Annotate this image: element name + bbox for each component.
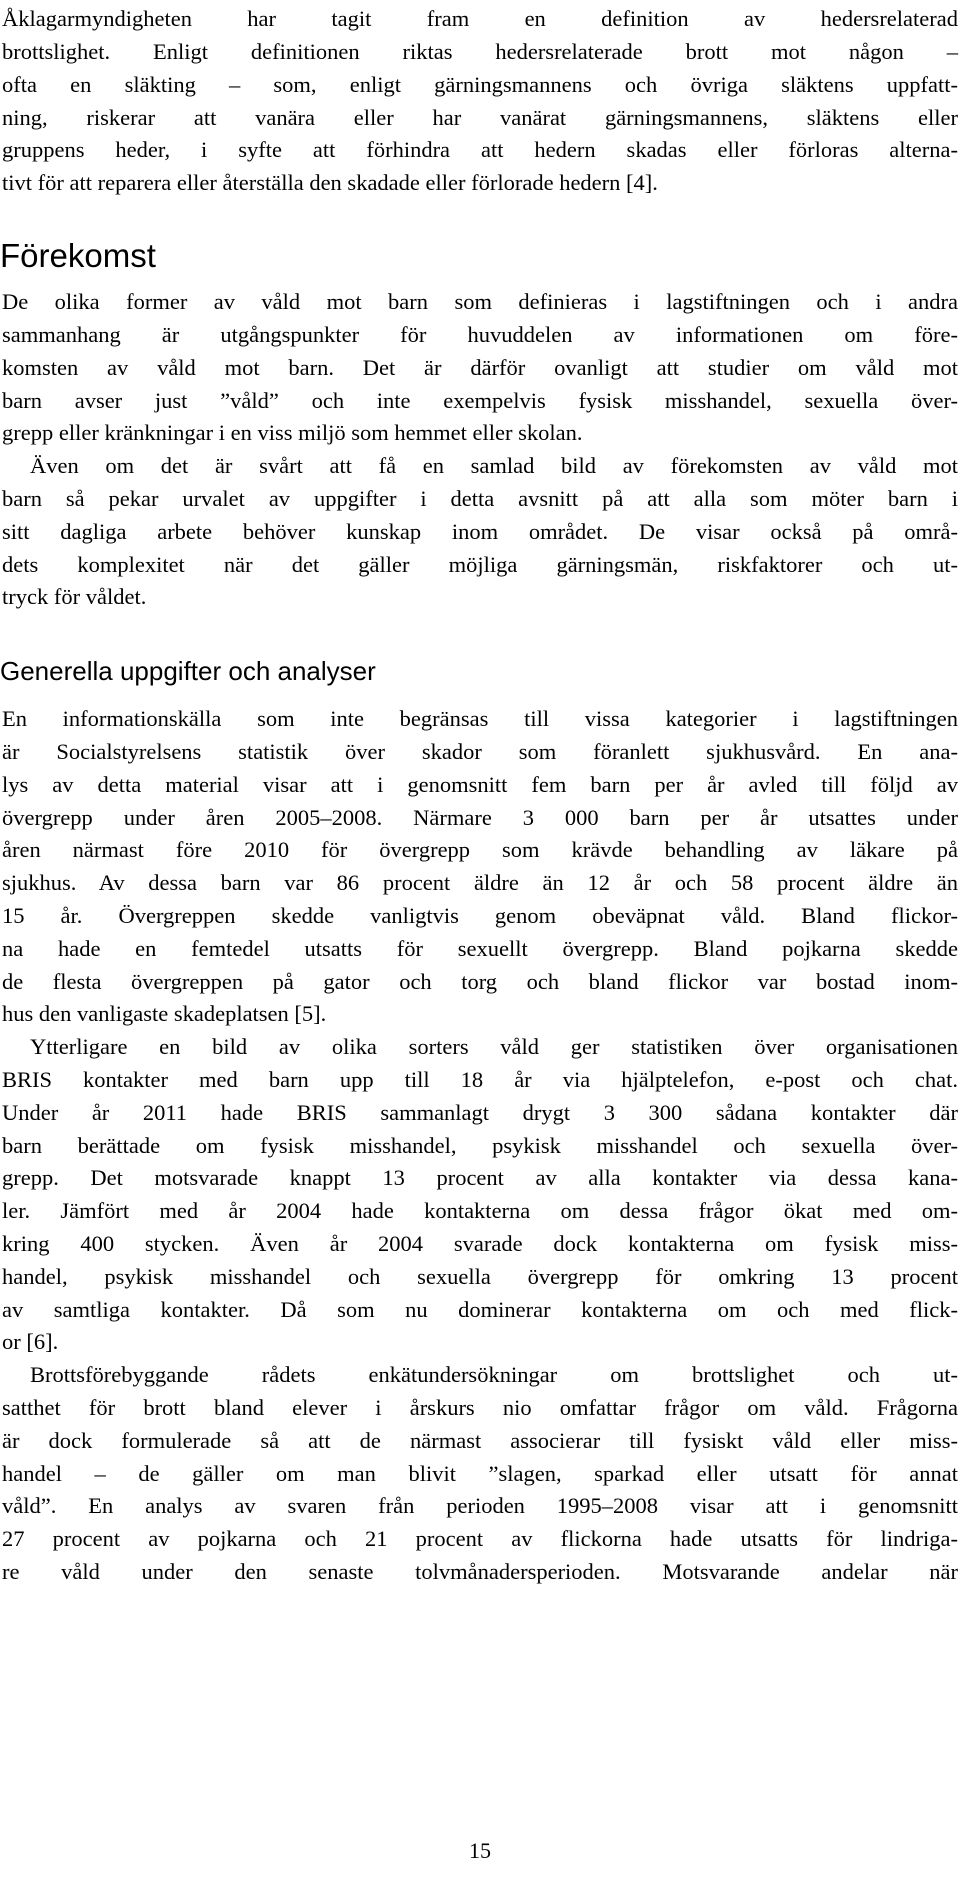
text-line: Ytterligare en bild av olika sorters våld ger statistiken över organisationen [30, 1034, 958, 1059]
text-line: satthet för brott bland elever i årskurs nio omfattar frågor om våld. Frågorna [2, 1395, 958, 1420]
text-line: gruppens heder, i syfte att förhindra att hedern skadas eller förloras alterna- [2, 137, 958, 162]
text-line: är dock formulerade så att de närmast associerar till fysiskt våld eller miss- [2, 1428, 958, 1453]
text-line: grepp. Det motsvarade knappt 13 procent av alla kontakter via dessa kana- [2, 1165, 958, 1190]
text-line: ofta en släkting – som, enligt gärningsmannens och övriga släktens uppfatt- [2, 72, 958, 97]
text-line: 27 procent av pojkarna och 21 procent av flickorna hade utsatts för lindriga- [2, 1526, 958, 1551]
section-heading-generella: Generella uppgifter och analyser [0, 656, 376, 686]
text-line: sjukhus. Av dessa barn var 86 procent äldre än 12 år och 58 procent äldre än [2, 870, 958, 895]
text-line: åren närmast före 2010 för övergrepp som krävde behandling av läkare på [2, 837, 958, 862]
text-line: sitt dagliga arbete behöver kunskap inom området. De visar också på områ- [2, 519, 958, 544]
text-line: or [6]. [2, 1329, 59, 1354]
text-line: övergrepp under åren 2005–2008. Närmare 3 000 barn per år utsattes under [2, 805, 958, 830]
page-number: 15 [469, 1838, 491, 1863]
text-line: Åklagarmyndigheten har tagit fram en definition av hedersrelaterad [2, 6, 958, 31]
text-line: Brottsförebyggande rådets enkätundersökningar om brottslighet och ut- [30, 1362, 958, 1387]
text-line: Även om det är svårt att få en samlad bild av förekomsten av våld mot [30, 453, 958, 478]
text-line: våld”. En analys av svaren från perioden 1995–2008 visar att i genomsnitt [2, 1493, 958, 1518]
text-line: tryck för våldet. [2, 584, 147, 609]
text-line: lys av detta material visar att i genomsnitt fem barn per år avled till följd av [2, 772, 958, 797]
section-heading-forekomst: Förekomst [0, 237, 156, 274]
text-line: dets komplexitet när det gäller möjliga gärningsmän, riskfaktorer och ut- [2, 552, 958, 577]
text-line: kring 400 stycken. Även år 2004 svarade dock kontakterna om fysisk miss- [2, 1231, 958, 1256]
text-line: re våld under den senaste tolvmånadersperioden. Motsvarande andelar när [2, 1559, 958, 1584]
text-line: handel, psykisk misshandel och sexuella övergrepp för omkring 13 procent [2, 1264, 958, 1289]
text-line: barn berättade om fysisk misshandel, psykisk misshandel och sexuella över- [2, 1133, 958, 1158]
text-line: na hade en femtedel utsatts för sexuellt övergrepp. Bland pojkarna skedde [2, 936, 958, 961]
text-line: sammanhang är utgångspunkter för huvuddelen av informationen om före- [2, 322, 958, 347]
text-line: brottslighet. Enligt definitionen riktas hedersrelaterade brott mot någon – [2, 39, 958, 64]
text-line: 15 år. Övergreppen skedde vanligtvis genom obeväpnat våld. Bland flickor- [2, 903, 958, 928]
text-line: barn så pekar urvalet av uppgifter i detta avsnitt på att alla som möter barn i [2, 486, 958, 511]
text-line: De olika former av våld mot barn som definieras i lagstiftningen och i andra [2, 289, 958, 314]
text-line: de flesta övergreppen på gator och torg och bland flickor var bostad inom- [2, 969, 958, 994]
text-line: grepp eller kränkningar i en viss miljö som hemmet eller skolan. [2, 420, 583, 445]
text-line: hus den vanligaste skadeplatsen [5]. [2, 1001, 327, 1026]
text-line: BRIS kontakter med barn upp till 18 år via hjälptelefon, e-post och chat. [2, 1067, 958, 1092]
text-line: komsten av våld mot barn. Det är därför ovanligt att studier om våld mot [2, 355, 958, 380]
text-line: tivt för att reparera eller återställa den skadade eller förlorade hedern [4]. [2, 170, 658, 195]
text-line: En informationskälla som inte begränsas till vissa kategorier i lagstiftningen [2, 706, 958, 731]
text-line: Under år 2011 hade BRIS sammanlagt drygt 3 300 sådana kontakter där [2, 1100, 958, 1125]
text-line: av samtliga kontakter. Då som nu dominerar kontakterna om och med flick- [2, 1297, 958, 1322]
text-line: ler. Jämfört med år 2004 hade kontakterna om dessa frågor ökat med om- [2, 1198, 958, 1223]
text-line: handel – de gäller om man blivit ”slagen, sparkad eller utsatt för annat [2, 1461, 958, 1486]
text-line: är Socialstyrelsens statistik över skador som föranlett sjukhusvård. En ana- [2, 739, 958, 764]
text-line: ning, riskerar att vanära eller har vanärat gärningsmannens, släktens eller [2, 105, 958, 130]
text-line: barn avser just ”våld” och inte exempelvis fysisk misshandel, sexuella över- [2, 388, 958, 413]
